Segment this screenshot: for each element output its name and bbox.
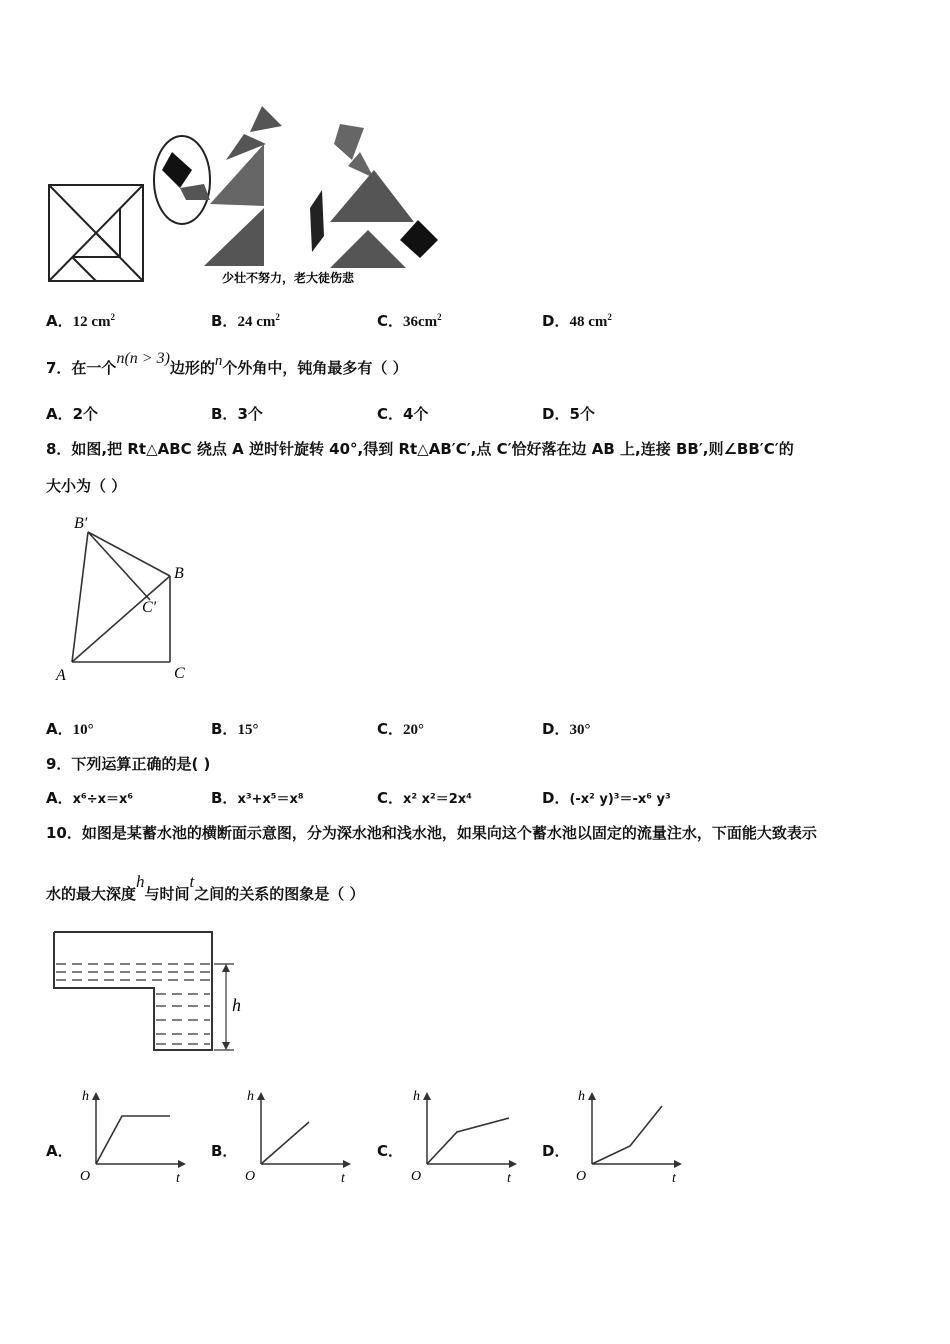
q8-option-d[interactable]: D．30° [542, 720, 591, 738]
q10-option-b-graph[interactable] [237, 1084, 357, 1188]
axis-h-label: h [82, 1089, 89, 1104]
q8-stem-line1: 8．如图,把 Rt△ABC 绕点 A 逆时针旋转 40°,得到 Rt△AB′C′,点 C′恰好落在边 AB 上,连接 BB′,则∠BB′C′的 [46, 440, 794, 458]
triangle-rotation-figure [48, 510, 198, 690]
q10-option-d-label[interactable]: D． [542, 1142, 570, 1160]
q10-option-d-graph[interactable] [568, 1084, 688, 1188]
q6-option-b[interactable]: B．24 $cm^2$ [211, 312, 280, 330]
q8-stem-line2: 大小为（ ） [46, 477, 127, 495]
label-c: C [174, 665, 185, 682]
q6-option-d[interactable]: D．48 $cm^2$ [542, 312, 612, 330]
q10-option-a-graph[interactable] [72, 1084, 192, 1188]
origin-label: O [80, 1169, 91, 1184]
axis-t-label: t [507, 1171, 511, 1186]
q10-option-b-label[interactable]: B． [211, 1142, 238, 1160]
q7-option-b[interactable]: B．3个 [211, 405, 263, 423]
q10-stem-line2: 水的最大深度h与时间t之间的关系的图象是（ ） [46, 872, 365, 903]
q10-stem-line1: 10．如图是某蓄水池的横断面示意图，分为深水池和浅水池，如果向这个蓄水池以固定的流量注水，下面能大致表示 [46, 824, 817, 842]
label-c-prime: C′ [142, 599, 157, 616]
q9-option-c[interactable]: C．x² x²＝2x⁴ [377, 789, 472, 807]
label-b-prime: B′ [74, 515, 88, 532]
q9-option-a[interactable]: A．x⁶÷x＝x⁶ [46, 789, 134, 807]
axis-h-label: h [413, 1089, 420, 1104]
axis-t-label: t [341, 1171, 345, 1186]
q10-option-c-label[interactable]: C． [377, 1142, 404, 1160]
q10-option-a-label[interactable]: A． [46, 1142, 73, 1160]
q8-option-a[interactable]: A．10° [46, 720, 94, 738]
q8-option-c[interactable]: C．20° [377, 720, 425, 738]
label-a: A [56, 667, 66, 684]
q6-option-a[interactable]: A．12 $cm^2$ [46, 312, 116, 330]
label-b: B [174, 565, 184, 582]
origin-label: O [245, 1169, 256, 1184]
tangram-square-figure [48, 184, 144, 282]
axis-h-label: h [578, 1089, 585, 1104]
q7-option-c[interactable]: C．4个 [377, 405, 429, 423]
pool-h-label: h [232, 995, 241, 1015]
origin-label: O [411, 1169, 422, 1184]
q6-option-c[interactable]: C．$36cm^2$ [377, 312, 442, 330]
q7-option-d[interactable]: D．5个 [542, 405, 595, 423]
axis-h-label: h [247, 1089, 254, 1104]
q7-option-a[interactable]: A．2个 [46, 405, 99, 423]
pool-cross-section [52, 930, 252, 1054]
tangram-caption: 少壮不努力，老大徒伤悲 [222, 271, 355, 285]
q7-stem: 7．在一个n(n > 3)边形的n个外角中，钝角最多有（ ） [46, 350, 408, 377]
q8-option-b[interactable]: B．15° [211, 720, 259, 738]
axis-t-label: t [672, 1171, 676, 1186]
tangram-person-figure [152, 104, 442, 294]
var-t: t [189, 872, 195, 891]
origin-label: O [576, 1169, 587, 1184]
axis-t-label: t [176, 1171, 180, 1186]
q10-option-c-graph[interactable] [403, 1084, 523, 1188]
q9-stem: 9．下列运算正确的是( ) [46, 755, 211, 773]
q9-option-b[interactable]: B．x³+x⁵＝x⁸ [211, 789, 304, 807]
q7-formula: n(n > 3) [116, 350, 170, 367]
q9-option-d[interactable]: D．(-x² y)³＝-x⁶ y³ [542, 789, 671, 807]
var-h: h [136, 872, 145, 891]
